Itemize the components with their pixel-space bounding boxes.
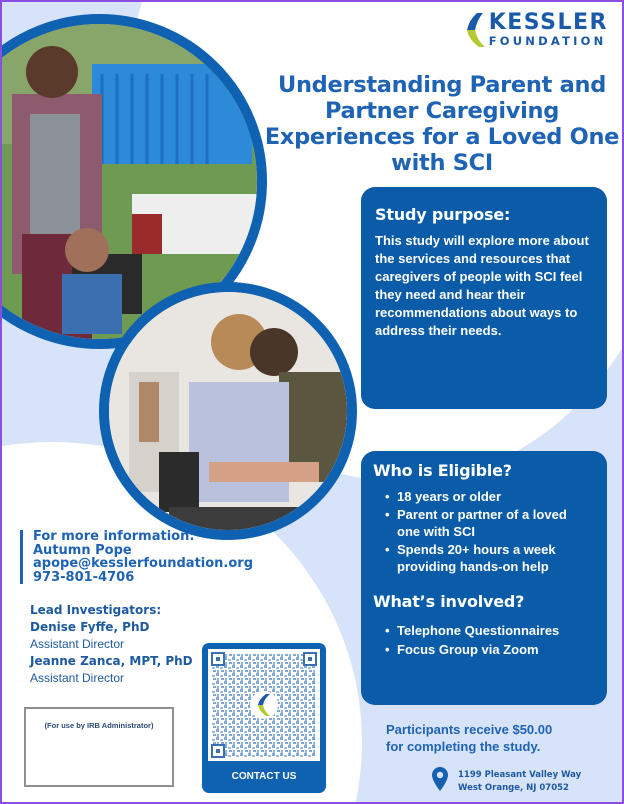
- flyer-title: Understanding Parent and Partner Caregiving Experiences for a Loved One with SCI: [264, 72, 620, 176]
- involved-list: [385, 621, 593, 659]
- contact-name: Autumn Pope: [33, 542, 132, 558]
- eligibility-heading: Who is Eligible?: [373, 461, 512, 480]
- map-pin-icon: [432, 767, 448, 796]
- logo-name-line2: FOUNDATION: [488, 34, 607, 49]
- eligibility-box: [361, 451, 607, 705]
- address-line1: 1199 Pleasant Valley Way: [458, 769, 582, 780]
- contact-phone-link[interactable]: 973-801-4706: [33, 569, 135, 585]
- contact-info: [20, 530, 253, 584]
- irb-admin-label: (For use by IRB Administrator): [44, 721, 154, 730]
- irb-admin-box: [24, 707, 174, 787]
- address-block: [432, 767, 581, 796]
- qr-code-icon[interactable]: [208, 649, 320, 761]
- contact-us-label: CONTACT US: [231, 771, 297, 782]
- involved-heading: What’s involved?: [373, 591, 525, 611]
- kessler-foundation-logo: [465, 12, 608, 48]
- involved-item: • Telephone Questionnaires: [385, 621, 593, 640]
- logo-name-line1: KESSLER: [488, 10, 608, 36]
- contact-label: For more information:: [33, 529, 195, 544]
- photo-couple-wheelchair: [99, 282, 357, 540]
- investigator-name: Jeanne Zanca, MPT, PhD: [30, 654, 193, 668]
- address-line2: West Orange, NJ 07052: [458, 782, 569, 793]
- involved-item: • Focus Group via Zoom: [385, 640, 593, 659]
- study-purpose-box: [361, 187, 607, 409]
- contact-email-link[interactable]: apope@kesslerfoundation.org: [33, 556, 254, 571]
- investigators-label: Lead Investigators:: [30, 603, 162, 617]
- reward-line2: for completing the study.: [386, 739, 541, 754]
- study-purpose-heading: Study purpose:: [375, 205, 511, 224]
- kessler-logo-mark-icon: [465, 12, 485, 48]
- study-purpose-text: This study will explore more about the services and resources that caregivers of people with SCI feel they need and hear their recommendations about ways to address their needs.: [375, 233, 589, 338]
- lead-investigators: [30, 602, 193, 687]
- eligibility-list: [385, 488, 593, 576]
- eligibility-item: • 18 years or older: [385, 488, 593, 506]
- reward-line1: Participants receive $50.00: [386, 722, 553, 737]
- eligibility-item: • Parent or partner of a loved one with SCI: [385, 506, 593, 541]
- participant-reward: [386, 721, 552, 755]
- eligibility-item: • Spends 20+ hours a week providing hands-on help: [385, 541, 593, 576]
- investigator-role: Assistant Director: [30, 637, 125, 651]
- investigator-role: Assistant Director: [30, 671, 125, 685]
- investigator-name: Denise Fyffe, PhD: [30, 620, 150, 634]
- contact-us-qr-card[interactable]: [202, 643, 326, 793]
